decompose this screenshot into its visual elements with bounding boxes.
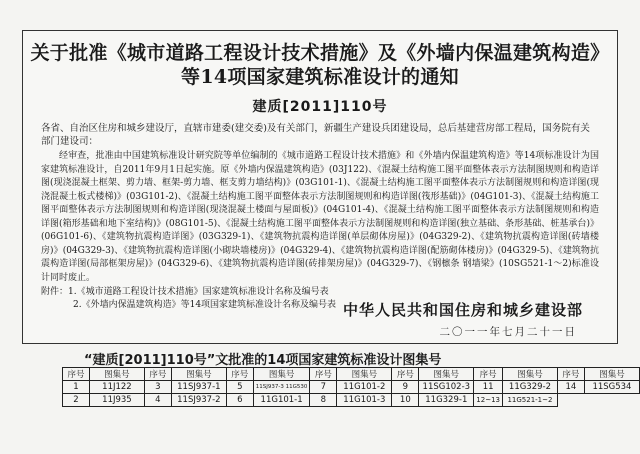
cell-code: 11G101-3: [337, 394, 392, 407]
cell-code: 11G329-1: [419, 394, 474, 407]
table-row: [63, 381, 640, 394]
issue-date: 二〇一一年七月二十一日: [439, 326, 577, 338]
attachment-1: 附件：1.《城市道路工程设计技术措施》国家建筑标准设计名称及编号表: [41, 287, 329, 297]
notice-body: [41, 150, 599, 285]
cell-empty: [584, 394, 639, 407]
cell-code: 11SG534: [584, 381, 639, 394]
cell-seq: 2: [63, 394, 90, 407]
header-code: 图集号: [171, 368, 226, 381]
title-line-1: 关于批准《城市道路工程设计技术措施》及《外墙内保温建筑构造》: [30, 42, 610, 64]
cell-seq: 14: [557, 381, 584, 394]
header-seq: 序号: [310, 368, 337, 381]
cell-seq: 7: [310, 381, 337, 394]
attachment-2: 2.《外墙内保温建筑构造》等14项国家建筑标准设计名称及编号表: [73, 300, 337, 310]
cell-code: 11G101-2: [337, 381, 392, 394]
cell-code: 11J935: [89, 394, 144, 407]
header-seq: 序号: [63, 368, 90, 381]
cell-seq: 6: [226, 394, 253, 407]
notice-document: [22, 30, 618, 344]
cell-code: 11G101-1: [253, 394, 310, 407]
cell-seq: 12~13: [474, 394, 503, 407]
addressee: 各省、自治区住房和城乡建设厅，直辖市建委(建交委)及有关部门，新疆生产建设兵团建设局，总后基建营房部工程局，国务院有关部门建设司：: [41, 123, 590, 147]
cell-seq: 8: [310, 394, 337, 407]
cell-code: 11SJ937-3 11G530: [253, 381, 310, 394]
notice-title: [23, 41, 617, 89]
header-seq: 序号: [226, 368, 253, 381]
cell-seq: 4: [144, 394, 171, 407]
cell-seq: 5: [226, 381, 253, 394]
cell-code: 11G329-2: [502, 381, 557, 394]
issuing-authority: 中华人民共和国住房和城乡建设部: [342, 301, 583, 319]
cell-code: 11J122: [89, 381, 144, 394]
header-code: 图集号: [337, 368, 392, 381]
atlas-table-title: “建质[2011]110号”文批准的14项国家建筑标准设计图集号: [84, 353, 442, 368]
cell-code: 11SJ937-2: [171, 394, 226, 407]
header-seq: 序号: [144, 368, 171, 381]
atlas-table: [62, 367, 640, 407]
table-header-row: [63, 368, 640, 381]
body-paragraph: 经审查，批准由中国建筑标准设计研究院等单位编制的《城市道路工程设计技术措施》和《外墙内保温建筑构造》等14项标准设计为国家建筑标准设计，自2011年9月1日起实施。原《外墙内保温建筑构造》(03J122)、《混凝土结构施工图平面整体表示方法制图规则和构造详图(现浇混凝土框架、剪力墙、框架-剪力墙、框支剪力墙结构)》(03G101-1)、《混凝土结构施工图平面整体表示方法制图规则和构造详图(现浇混凝土板式楼梯)》(03G101-2)、《混凝土结构施工图平面整体表示方法制图规则和构造详图(筏形基础)》(04G101-3)、《混凝土结构施工图平面整体表示方法制图规则和构造详图(现浇混凝土楼面与屋面板)》(04G101-4)、《混凝土结构施工图平面整体表示方法制图规则和构造详图(箱形基础和地下室结构)》(08G101-5)、《混凝土结构施工图平面整体表示方法制图规则和构造详图(独立基础、条形基础、桩基承台)》(06G101-6)、《建筑物抗震构造详图》(03G329-1)、《建筑物抗震构造详图(单层砌体房屋)》(04G329-2)、《建筑物抗震构造详图(砖墙楼房)》(04G329-3)、《建筑物抗震构造详图(小砌块墙楼房)》(04G329-4)、《建筑物抗震构造详图(配筋砌体楼房)》(04G329-5)、《建筑物抗震构造详图(局部框架房屋)》(04G329-6)、《建筑物抗震构造详图(砖排架房屋)》(04G329-7)、《钢檩条 钢墙梁》(10SG521-1～2)标准设计同时废止。: [41, 151, 599, 283]
cell-code: 11SG102-3: [419, 381, 474, 394]
header-code: 图集号: [502, 368, 557, 381]
header-seq: 序号: [474, 368, 503, 381]
cell-code: 11SJ937-1: [171, 381, 226, 394]
cell-seq: 11: [474, 381, 503, 394]
cell-seq: 3: [144, 381, 171, 394]
header-seq: 序号: [392, 368, 419, 381]
title-line-2: 等14项国家建筑标准设计的通知: [181, 66, 459, 88]
document-number: 建质[2011]110号: [252, 99, 388, 115]
header-code: 图集号: [253, 368, 310, 381]
cell-seq: 9: [392, 381, 419, 394]
cell-empty: [557, 394, 584, 407]
table-row: [63, 394, 640, 407]
header-code: 图集号: [89, 368, 144, 381]
header-code: 图集号: [584, 368, 639, 381]
header-code: 图集号: [419, 368, 474, 381]
cell-code: 11G521-1~2: [502, 394, 557, 407]
cell-seq: 10: [392, 394, 419, 407]
cell-seq: 1: [63, 381, 90, 394]
header-seq: 序号: [557, 368, 584, 381]
